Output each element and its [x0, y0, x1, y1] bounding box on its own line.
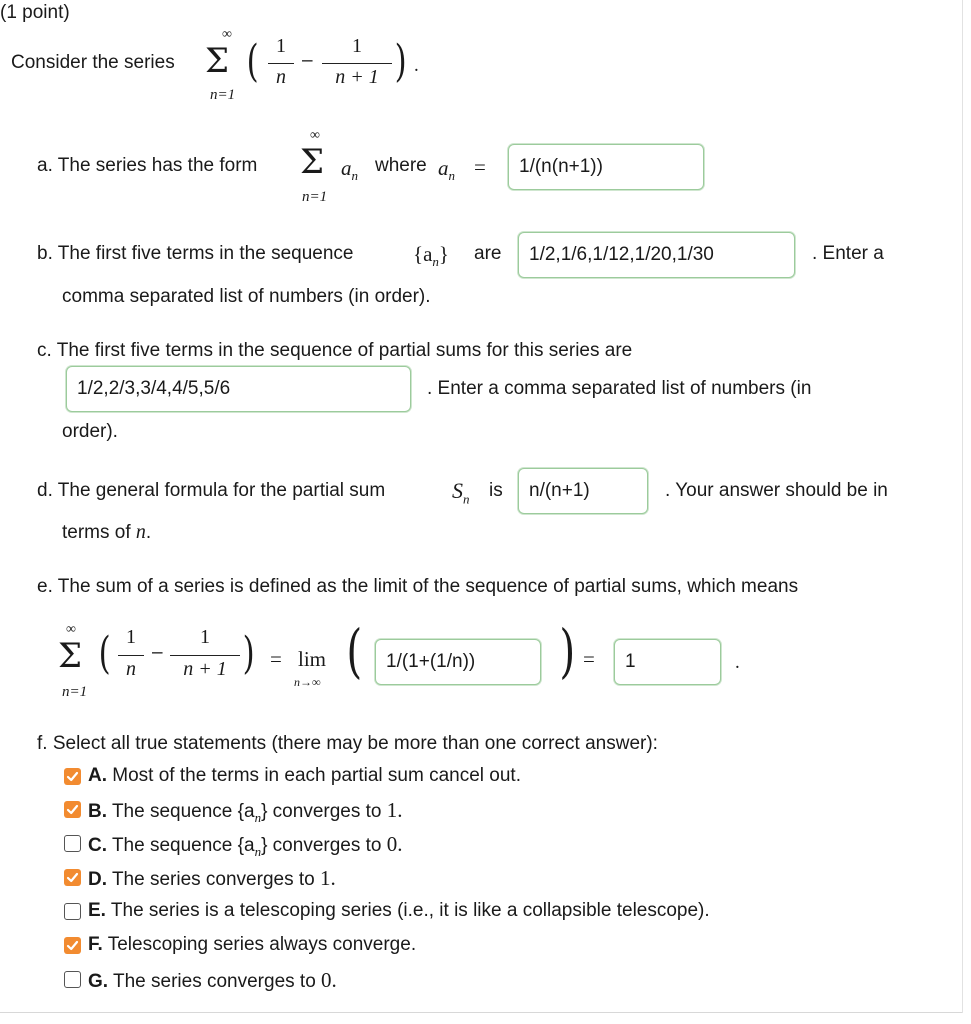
answer-e-limit-input[interactable]: 1/(1+(1/n)) — [375, 639, 541, 685]
option-b-checkbox[interactable] — [64, 801, 81, 818]
answer-e-sum-input[interactable]: 1 — [614, 639, 721, 685]
option-a-checkbox[interactable] — [64, 768, 81, 785]
option-e-checkbox[interactable] — [64, 903, 81, 920]
checkmark-icon — [66, 871, 79, 884]
option-b-label[interactable]: B. The sequence $\{a_n\}$ converges to 1. — [88, 798, 403, 825]
sigma-icon: Σ — [300, 142, 325, 182]
answer-a-input[interactable]: 1/(n(n+1)) — [508, 144, 704, 190]
option-c-label[interactable]: C. The sequence $\{a_n\}$ converges to 0. — [88, 832, 403, 859]
checkmark-icon — [66, 939, 79, 952]
option-c-checkbox[interactable] — [64, 835, 81, 852]
sigma-icon: Σ — [205, 41, 230, 81]
answer-b-input[interactable]: 1/2,1/6,1/12,1/20,1/30 — [518, 232, 795, 278]
option-f-label[interactable]: F. Telescoping series always converge. — [88, 934, 417, 955]
answer-c-input[interactable]: 1/2,2/3,3/4,4/5,5/6 — [66, 366, 411, 412]
option-d-checkbox[interactable] — [64, 869, 81, 886]
option-g-checkbox[interactable] — [64, 971, 81, 988]
sigma-icon: Σ — [58, 636, 83, 676]
intro-text: Consider the series — [11, 52, 175, 73]
option-d-label[interactable]: D. The series converges to 1. — [88, 866, 336, 890]
checkmark-icon — [66, 803, 79, 816]
option-f-checkbox[interactable] — [64, 937, 81, 954]
points-label: (1 point) — [0, 2, 70, 23]
part-d-text: d. The general formula for the partial sum — [37, 480, 386, 501]
part-c-text: c. The first five terms in the sequence of partial sums for this series are — [37, 340, 633, 361]
part-a-text: a. The series has the form — [37, 155, 258, 176]
part-e-text: e. The sum of a series is defined as the limit of the sequence of partial sums, which means — [37, 576, 799, 597]
option-g-label[interactable]: G. The series converges to 0. — [88, 968, 337, 992]
option-e-label[interactable]: E. The series is a telescoping series (i.e., it is like a collapsible telescope). — [88, 900, 710, 921]
option-a-label[interactable]: A. Most of the terms in each partial sum cancel out. — [88, 765, 521, 786]
answer-d-input[interactable]: n/(n+1) — [518, 468, 648, 514]
part-b-text: b. The first five terms in the sequence — [37, 243, 354, 264]
checkmark-icon — [66, 770, 79, 783]
part-f-prompt: f. Select all true statements (there may be more than one correct answer): — [37, 733, 658, 754]
